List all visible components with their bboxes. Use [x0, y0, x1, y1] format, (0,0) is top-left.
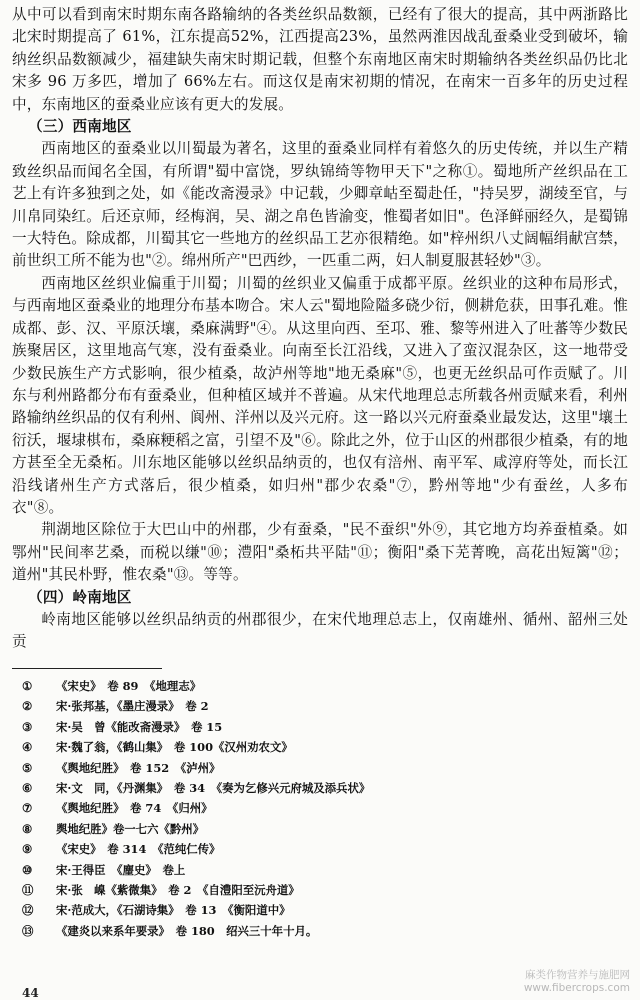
- footnote-mark: ⑦: [22, 801, 33, 816]
- footnotes: [22, 676, 622, 941]
- footnote-text: 宋·魏了翁，《鹤山集》 卷 100《汉州劝农文》: [56, 740, 293, 755]
- footnote-divider: [12, 668, 162, 669]
- paragraph: 岭南地区能够以丝织品纳贡的州郡很少，在宋代地理总志上，仅南雄州、循州、韶州三处贡: [12, 610, 628, 651]
- paragraph: 荆湖地区除位于大巴山中的州郡，少有蚕桑，"民不蚕织"外⑨，其它地方均养蚕植桑。如鄂州"民间率艺桑，而税以缣"⑩；澧阳"桑柘共平陆"⑪；衡阳"桑下芜菁晚，高花出短篱"⑫；道州"其民朴野，惟农桑"⑬。等等。: [12, 521, 628, 584]
- paragraph: 西南地区的蚕桑业以川蜀最为著名，这里的蚕桑业同样有着悠久的历史传统，并以生产精致丝织品而闻名全国，有所谓"蜀中富饶，罗纨锦绮等物甲天下"之称①。蜀地所产丝织品在工艺上有许多独到之处，如《能改斋漫录》中记载，少卿章岵至蜀赴任，"持吴罗，湖绫至官，与川帛同染红。后还京师，经梅润，吴、湖之帛色皆渝变，惟蜀者如旧"。色泽鲜丽经久，是蜀锦一大特色。除成都，川蜀其它一些地方的丝织品工艺亦很精绝。如"梓州织八丈阔幅绢献宫禁，前世织工所不能为也"②。绵州所产"巴西纱，一匹重二两，妇人制夏服甚轻妙"③。: [12, 140, 628, 270]
- footnote-mark: ⑨: [22, 842, 33, 857]
- footnote-item: [22, 758, 622, 778]
- footnote-item: [22, 860, 622, 880]
- footnote-text: 宋·王得臣 《麈史》 卷上: [56, 862, 186, 877]
- paragraph-continuation: 从中可以看到南宋时期东南各路输纳的各类丝织品数额，已经有了很大的提高，其中两浙路比北宋时期提高了 61%，江东提高52%，江西提高23%，虽然两淮因战乱蚕桑业受到破坏，输纳丝织品数额减少，福建缺失南宋时期记载，但整个东南地区南宋时期输纳各类丝织品仍比北宋多 96 万多匹，增加了 66%左右。而这仅是南宋初期的情况，在南宋一百多年的历史过程中，东南地区的蚕桑业应该有更大的发展。: [12, 6, 628, 113]
- footnote-mark: ⑬: [22, 923, 34, 938]
- section-heading-lingnan: （四）岭南地区: [28, 588, 132, 606]
- footnote-mark: ④: [22, 740, 33, 755]
- footnote-text: 宋·张 嵲《紫微集》 卷 2 《自澧阳至沅舟道》: [56, 883, 300, 898]
- watermark: [524, 967, 630, 994]
- footnote-item: [22, 717, 622, 737]
- footnote-item: [22, 900, 622, 920]
- footnote-mark: ②: [22, 699, 33, 714]
- footnote-text: 宋·文 同，《丹渊集》 卷 34 《奏为乞修兴元府城及添兵状》: [56, 781, 371, 796]
- footnote-item: [22, 880, 622, 900]
- footnote-text: 宋·张邦基，《墨庄漫录》 卷 2: [56, 699, 209, 714]
- page-number: 44: [22, 986, 39, 1000]
- section-heading-southwest: （三）西南地区: [28, 118, 132, 136]
- footnote-text: 《宋史》 卷 89 《地理志》: [56, 679, 202, 693]
- footnote-item: [22, 819, 622, 839]
- footnote-mark: ⑩: [22, 862, 33, 877]
- footnote-text: 《舆地纪胜》 卷 152 《泸州》: [56, 760, 221, 775]
- footnote-item: [22, 696, 622, 716]
- footnote-item: [22, 676, 622, 696]
- footnote-text: 舆地纪胜》卷一七六《黔州》: [56, 821, 205, 836]
- footnote-item: [22, 737, 622, 757]
- footnote-item: [22, 921, 622, 941]
- paragraph: 西南地区丝织业偏重于川蜀；川蜀的丝织业又偏重于成都平原。丝织业的这种布局形式，与西南地区蚕桑业的地理分布基本吻合。宋人云"蜀地险隘多硗少衍，侧耕危获，田事孔难。惟成都、彭、汉、平原沃壤，桑麻满野"④。从这里向西、至邛、雅、黎等州进入了吐蕃等少数民族聚居区，这里地高气寒，没有蚕桑业。向南至长江沿线，又进入了蛮汉混杂区，这一地带受少数民族生产方式影响，很少植桑，故泸州等地"地无桑麻"⑤，也更无丝织品可作贡赋了。川东与利州路都分布有蚕桑业，但种植区域并不普遍。从宋代地理总志所载各州贡赋来看，利州路输纳丝织品的仅有利州、阆州、洋州以及兴元府。这一路以兴元府蚕桑业最发达，这里"壤土衍沃，堰埭棋布，桑麻粳稻之富，引望不及"⑥。除此之外，位于山区的州郡很少植桑，有的地方甚至全无桑柘。川东地区能够以丝织品纳贡的，也仅有涪州、南平军、咸淳府等处，而长江沿线诸州生产方式落后，很少植桑，如归州"郡少农桑"⑦，黔州等地"少有蚕丝，人多布衣"⑧。: [12, 274, 628, 516]
- footnote-text: 宋·吴 曾《能改斋漫录》 卷 15: [56, 719, 223, 734]
- watermark-url: www.fibercrops.com: [523, 982, 630, 994]
- footnote-text: 《舆地纪胜》 卷 74 《归州》: [56, 801, 213, 816]
- footnote-mark: ③: [22, 719, 33, 734]
- body-text: [12, 4, 628, 654]
- footnote-mark: ①: [22, 679, 33, 693]
- watermark-title: 麻类作物营养与施肥网: [525, 969, 630, 981]
- footnote-text: 《建炎以来系年要录》 卷 180 绍兴三十年十月。: [56, 923, 318, 938]
- footnote-item: [22, 798, 622, 818]
- footnote-text: 《宋史》 卷 314 《范纯仁传》: [56, 842, 221, 857]
- footnote-item: [22, 778, 622, 798]
- footnote-item: [22, 839, 622, 859]
- footnote-text: 宋·范成大，《石湖诗集》 卷 13 《衡阳道中》: [56, 903, 291, 918]
- footnote-mark: ⑥: [22, 781, 33, 796]
- footnote-mark: ⑪: [22, 883, 34, 898]
- footnote-mark: ⑤: [22, 760, 33, 775]
- footnote-mark: ⑧: [22, 821, 33, 836]
- footnote-mark: ⑫: [22, 903, 34, 918]
